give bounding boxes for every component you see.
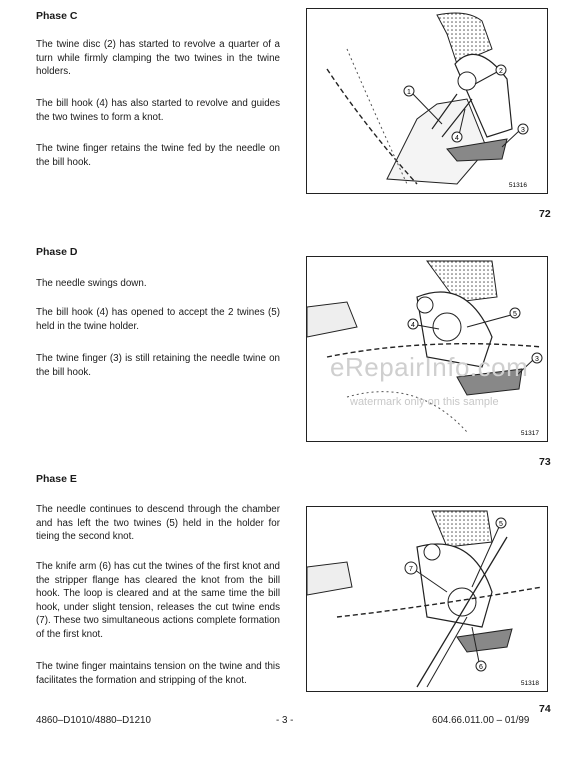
phase-c-paragraph-1: The twine disc (2) has started to revolve a quarter of a turn while firmly clamping the two twines in the twine holders. xyxy=(36,39,280,77)
figure-code: 51317 xyxy=(520,430,539,437)
knotter-diagram-c xyxy=(307,9,547,193)
callout-2: 2 xyxy=(499,68,503,75)
callout-3: 3 xyxy=(521,127,525,134)
knotter-diagram-d xyxy=(307,257,547,441)
phase-d-paragraph-1: The needle swings down. xyxy=(36,278,147,289)
phase-c-paragraph-3: The twine finger retains the twine fed by the needle on the bill hook. xyxy=(36,143,280,168)
footer-model: 4860–D1010/4880–D1210 xyxy=(36,715,151,726)
figure-number-72: 72 xyxy=(539,208,551,220)
watermark-main: eRepairInfo.com xyxy=(330,352,529,382)
phase-d-paragraph-2: The bill hook (4) has opened to accept the 2 twines (5) held in the twine holder. xyxy=(36,307,280,332)
callout-6: 6 xyxy=(479,664,483,671)
callout-4: 4 xyxy=(411,322,415,329)
knotter-diagram-e xyxy=(307,507,547,691)
callout-5: 5 xyxy=(499,521,503,528)
phase-e-paragraph-1: The needle continues to descend through the chamber and has left the two twines (5) held in the holder for tieing the second knot. xyxy=(36,504,280,542)
figure-phase-e xyxy=(306,506,548,692)
callout-4: 4 xyxy=(455,135,459,142)
phase-c-paragraph-2: The bill hook (4) has also started to revolve and guides the two twines to form a knot. xyxy=(36,98,280,123)
watermark-sub: watermark only on this sample xyxy=(350,396,499,408)
figure-number-74: 74 xyxy=(539,703,551,715)
figure-number-73: 73 xyxy=(539,456,551,468)
phase-e-heading: Phase E xyxy=(36,473,77,485)
callout-7: 7 xyxy=(409,566,413,573)
figure-phase-c xyxy=(306,8,548,194)
phase-d-heading: Phase D xyxy=(36,246,78,258)
phase-e-paragraph-3: The twine finger maintains tension on the twine and this facilitates the formation and stripping of the knot. xyxy=(36,661,280,686)
figure-code: 51316 xyxy=(508,182,527,189)
phase-d-paragraph-3: The twine finger (3) is still retaining the needle twine on the bill hook. xyxy=(36,353,280,378)
footer-page-number: - 3 - xyxy=(276,715,294,726)
figure-phase-d xyxy=(306,256,548,442)
callout-5: 5 xyxy=(513,311,517,318)
figure-code: 51318 xyxy=(520,680,539,687)
callout-1: 1 xyxy=(407,89,411,96)
footer-doc-code: 604.66.011.00 – 01/99 xyxy=(432,715,530,726)
phase-e-paragraph-2: The knife arm (6) has cut the twines of the first knot and the stripper flange has cleared the knot from the bill hook. The loop is cleared and at the same time the bill hook, under slight tension, releases the cut twine ends (7). These two simultaneous actions complete formation of the first knot. xyxy=(36,561,280,640)
callout-3: 3 xyxy=(535,356,539,363)
phase-c-heading: Phase C xyxy=(36,10,78,22)
